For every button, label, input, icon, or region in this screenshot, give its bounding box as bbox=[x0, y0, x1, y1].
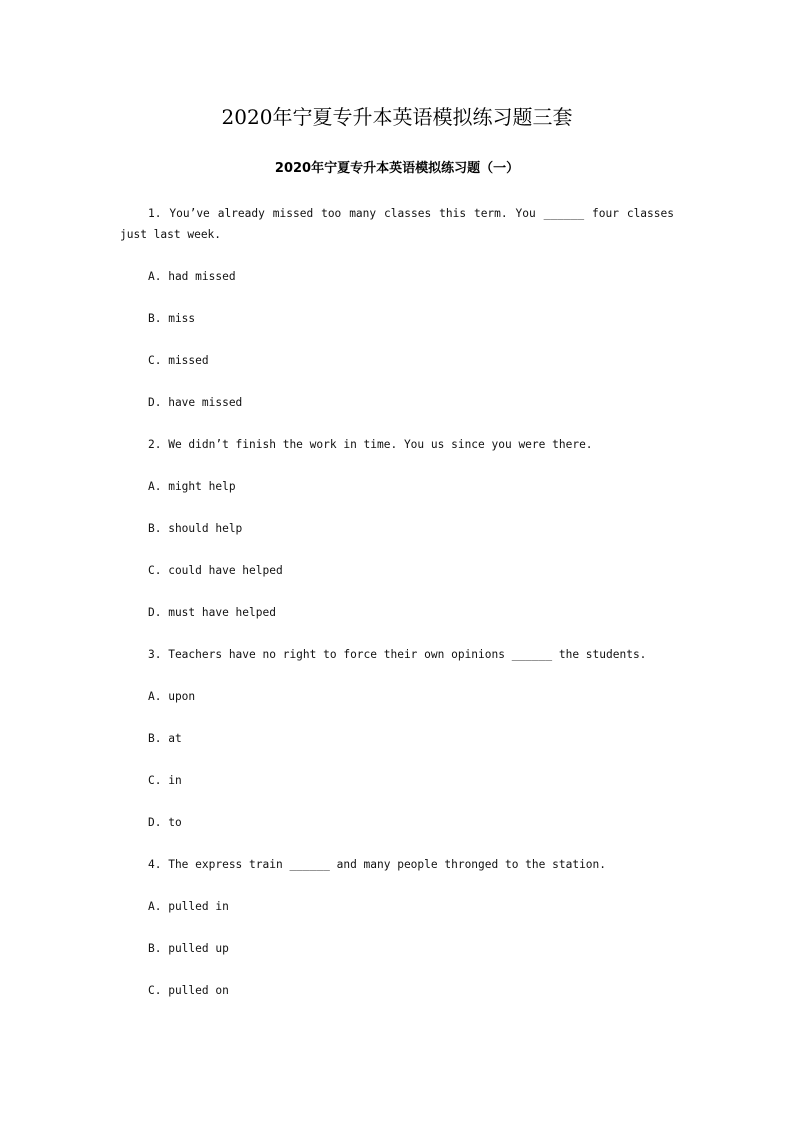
answer-option: D. have missed bbox=[148, 396, 243, 409]
answer-option: C. missed bbox=[148, 354, 209, 367]
answer-option: B. pulled up bbox=[148, 942, 229, 955]
question-stem: 4. The express train ______ and many people thronged to the station. bbox=[148, 858, 607, 871]
question-stem: 2. We didn’t finish the work in time. You us since you were there. bbox=[148, 438, 593, 451]
answer-option: D. must have helped bbox=[148, 606, 276, 619]
answer-option: B. should help bbox=[148, 522, 243, 535]
answer-option: A. might help bbox=[148, 480, 236, 493]
answer-option: D. to bbox=[148, 816, 182, 829]
answer-option: A. upon bbox=[148, 690, 196, 703]
answer-option: B. miss bbox=[148, 312, 196, 325]
question-list bbox=[120, 203, 681, 1001]
question-stem: 3. Teachers have no right to force their own opinions ______ the students. bbox=[148, 648, 647, 661]
section-subtitle: 2020年宁夏专升本英语模拟练习题（一） bbox=[274, 161, 520, 176]
answer-option: B. at bbox=[148, 732, 182, 745]
answer-option: A. pulled in bbox=[148, 900, 229, 913]
question-stem: 1. You’ve already missed too many classes this term. You ______ four classes just last week. bbox=[120, 207, 681, 241]
answer-option: C. in bbox=[148, 774, 182, 787]
answer-option: C. pulled on bbox=[148, 984, 229, 997]
answer-option: A. had missed bbox=[148, 270, 236, 283]
document-title: 2020年宁夏专升本英语模拟练习题三套 bbox=[221, 105, 573, 129]
answer-option: C. could have helped bbox=[148, 564, 283, 577]
